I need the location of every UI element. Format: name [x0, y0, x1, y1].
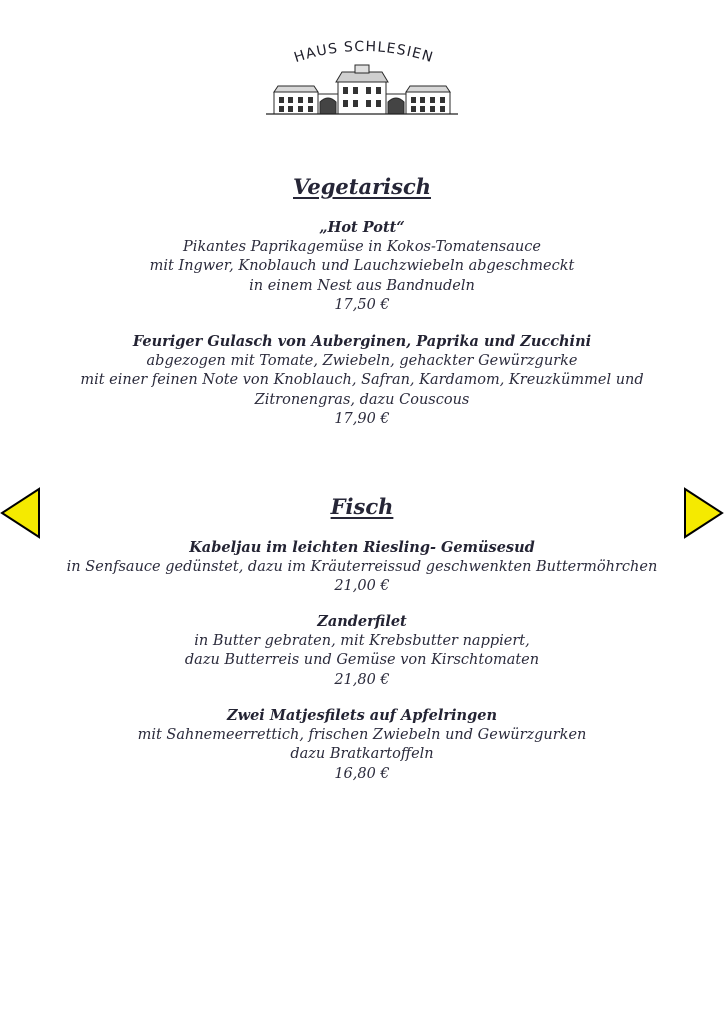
triangle-left-icon	[0, 487, 42, 539]
dish-description-line: in Butter gebraten, mit Krebsbutter nappiert,	[194, 632, 530, 649]
dish-kabeljau	[20, 538, 704, 597]
dish-name: „Hot Pott“	[319, 219, 405, 236]
dish-description-line: mit Ingwer, Knoblauch und Lauchzwiebeln abgeschmeckt	[149, 258, 575, 274]
dish-description-line: dazu Bratkartoffeln	[290, 746, 434, 762]
dish-matjesfilets	[20, 706, 704, 784]
dish-description-line: Zitronengras, dazu Couscous	[254, 391, 470, 408]
svg-text:HAUS SCHLESIEN: HAUS SCHLESIEN	[292, 38, 436, 67]
dish-description-line: mit Sahnemeerrettich, frischen Zwiebeln und Gewürzgurken	[137, 726, 587, 743]
dish-price: 17,50 €	[334, 297, 390, 313]
dish-price: 16,80 €	[334, 765, 390, 782]
dish-description-line: dazu Butterreis und Gemüse von Kirschtomaten	[184, 652, 540, 668]
dish-price: 21,00 €	[334, 578, 390, 594]
dish-name: Feuriger Gulasch von Auberginen, Paprika und Zucchini	[132, 333, 592, 350]
dish-name: Zanderfilet	[317, 613, 407, 630]
dish-name: Kabeljau im leichten Riesling- Gemüsesud	[189, 539, 535, 556]
dish-description-line: in einem Nest aus Bandnudeln	[249, 277, 475, 294]
dish-zanderfilet	[20, 612, 704, 690]
dish-hot-pott	[20, 218, 704, 316]
triangle-right-icon	[682, 487, 724, 539]
dish-description-line: in Senfsauce gedünstet, dazu im Kräuterreissud geschwenkten Buttermöhrchen	[66, 558, 658, 575]
dish-description-line: abgezogen mit Tomate, Zwiebeln, gehackter Gewürzgurke	[146, 352, 578, 369]
section-title-vegetarisch: Vegetarisch	[293, 174, 431, 199]
dish-description-line: Pikantes Paprikagemüse in Kokos-Tomatensauce	[183, 238, 541, 255]
section-title-fisch: Fisch	[330, 494, 394, 519]
dish-description-line: mit einer feinen Note von Knoblauch, Safran, Kardamom, Kreuzkümmel und	[80, 372, 644, 388]
dish-gulasch	[20, 332, 704, 430]
dish-price: 17,90 €	[334, 411, 390, 427]
dish-name: Zwei Matjesfilets auf Apfelringen	[227, 707, 497, 724]
haus-schlesien-logo	[262, 30, 462, 116]
prev-page-button[interactable]	[0, 487, 42, 539]
next-page-button[interactable]	[682, 487, 724, 539]
dish-price: 21,80 €	[334, 671, 390, 688]
